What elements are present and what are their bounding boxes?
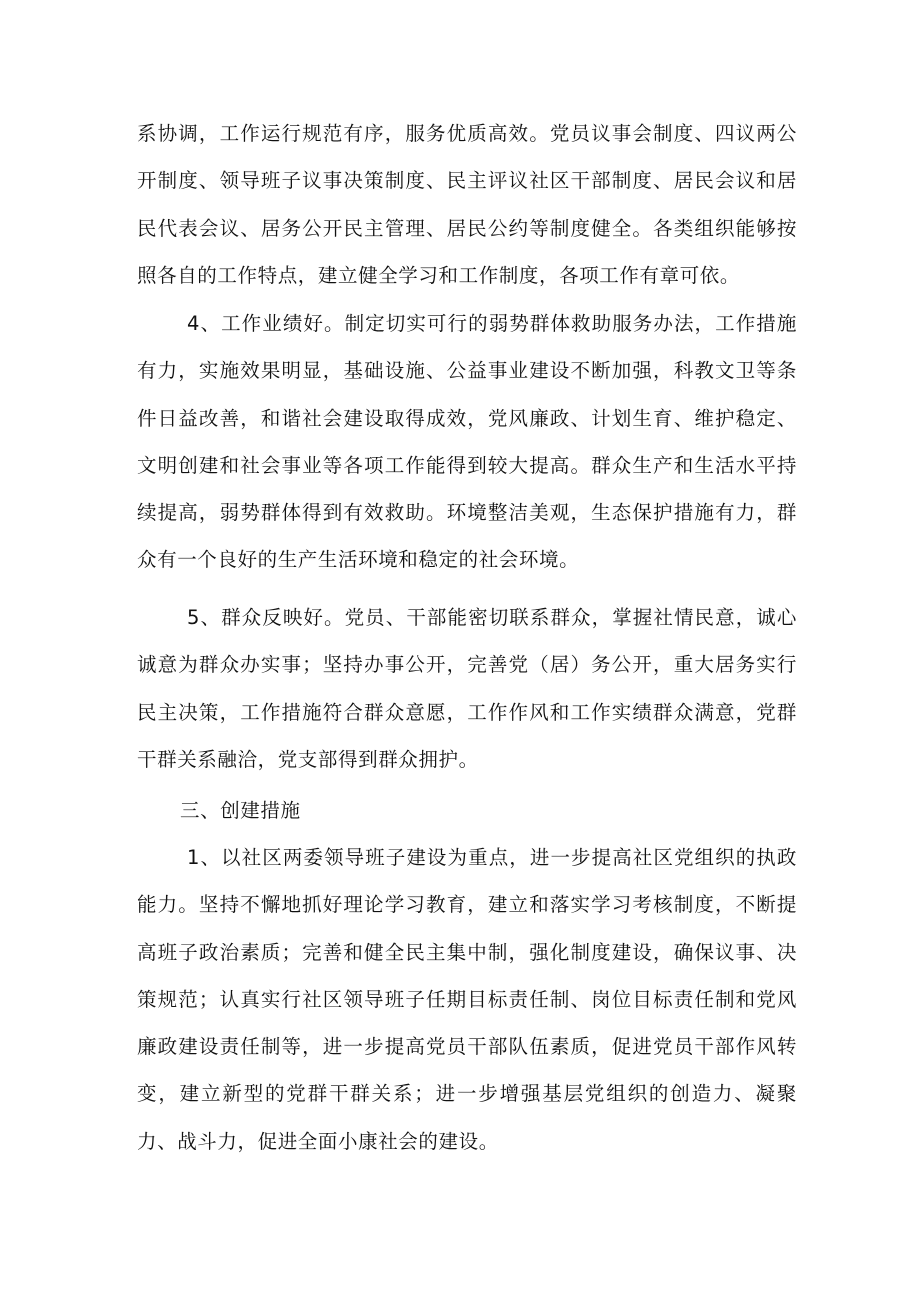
paragraph-item-5-public-feedback: 5、群众反映好。党员、干部能密切联系群众，掌握社情民意，诚心诚意为群众办实事；坚持办事公开，完善党（居）务公开，重大居务实行民主决策，工作措施符合群众意愿，工作作风和工作实绩群众满意，党群干群关系融洽，党支部得到群众拥护。 (137, 606, 797, 771)
paragraph-item-4-work-performance: 4、工作业绩好。制定切实可行的弱势群体救助服务办法，工作措施有力，实施效果明显，基础设施、公益事业建设不断加强，科教文卫等条件日益改善，和谐社会建设取得成效，党风廉政、计划生育、维护稳定、文明创建和社会事业等各项工作能得到较大提高。群众生产和生活水平持续提高，弱势群体得到有效救助。环境整洁美观，生态保护措施有力，群众有一个良好的生产生活环境和稳定的社会环境。 (137, 312, 797, 572)
paragraph-continued-from-previous-page: 系协调，工作运行规范有序，服务优质高效。党员议事会制度、四议两公开制度、领导班子议事决策制度、民主评议社区干部制度、居民会议和居民代表会议、居务公开民主管理、居民公约等制度健全。各类组织能够按照各自的工作特点，建立健全学习和工作制度，各项工作有章可依。 (137, 122, 797, 287)
section-heading-creation-measures: 三、创建措施 (180, 799, 301, 822)
paragraph-measure-1-leadership-building: 1、以社区两委领导班子建设为重点，进一步提高社区党组织的执政能力。坚持不懈地抓好理论学习教育，建立和落实学习考核制度，不断提高班子政治素质；完善和健全民主集中制，强化制度建设，确保议事、决策规范；认真实行社区领导班子任期目标责任制、岗位目标责任制和党风廉政建设责任制等，进一步提高党员干部队伍素质，促进党员干部作风转变，建立新型的党群干群关系；进一步增强基层党组织的创造力、凝聚力、战斗力，促进全面小康社会的建设。 (137, 846, 797, 1153)
